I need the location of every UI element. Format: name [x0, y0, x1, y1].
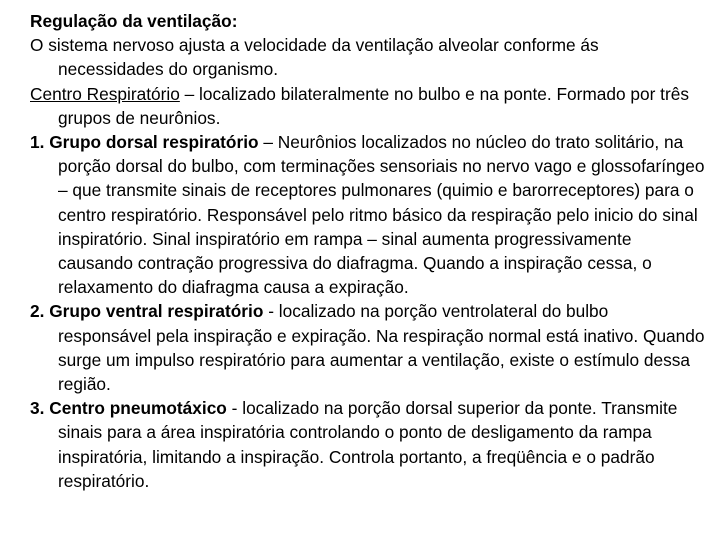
slide-heading: Regulação da ventilação:: [30, 11, 238, 31]
centro-respiratorio-paragraph: [30, 82, 706, 130]
list-item-1: [30, 130, 706, 299]
list-item-term: Centro pneumotáxico: [49, 398, 227, 419]
list-item-term: Grupo ventral respiratório: [49, 301, 264, 322]
centro-respiratorio-term: Centro Respiratório: [30, 83, 180, 104]
slide-content: [30, 9, 706, 493]
list-item-2: [30, 299, 706, 396]
list-item-3: [30, 396, 706, 493]
list-item-number: 1.: [30, 132, 45, 153]
centro-respiratorio-text: – localizado bilateralmente no bulbo e na ponte. Formado por três grupos de neurônios.: [58, 83, 689, 128]
list-item-number: 2.: [30, 301, 45, 322]
list-item-term: Grupo dorsal respiratório: [49, 132, 259, 153]
list-item-text: - localizado na porção ventrolateral do bulbo responsável pela inspiração e expiração. Na respiração normal está inativo. Quando surge um impulso respiratório para aumentar a ventilação, existe o estímulo dessa região.: [58, 301, 705, 395]
intro-paragraph: O sistema nervoso ajusta a velocidade da ventilação alveolar conforme ás necessidades do organismo.: [30, 35, 599, 80]
list-item-text: – Neurônios localizados no núcleo do trato solitário, na porção dorsal do bulbo, com terminações sensoriais no nervo vago e glossofaríngeo – que transmite sinais de receptores pulmonares (quimio e barorreceptores) para o centro respiratório. Responsável pelo ritmo básico da respiração pelo inicio do sinal inspiratório. Sinal inspiratório em rampa – sinal aumenta progressivamente causando contração progressiva do diafragma. Quando a inspiração cessa, o relaxamento do diafragma causa a expiração.: [58, 132, 705, 298]
list-item-number: 3.: [30, 398, 45, 419]
list-item-text: - localizado na porção dorsal superior da ponte. Transmite sinais para a área inspiratória controlando o ponto de desligamento da rampa inspiratória, limitando a inspiração. Controla portanto, a freqüência e o padrão respiratório.: [58, 398, 678, 491]
